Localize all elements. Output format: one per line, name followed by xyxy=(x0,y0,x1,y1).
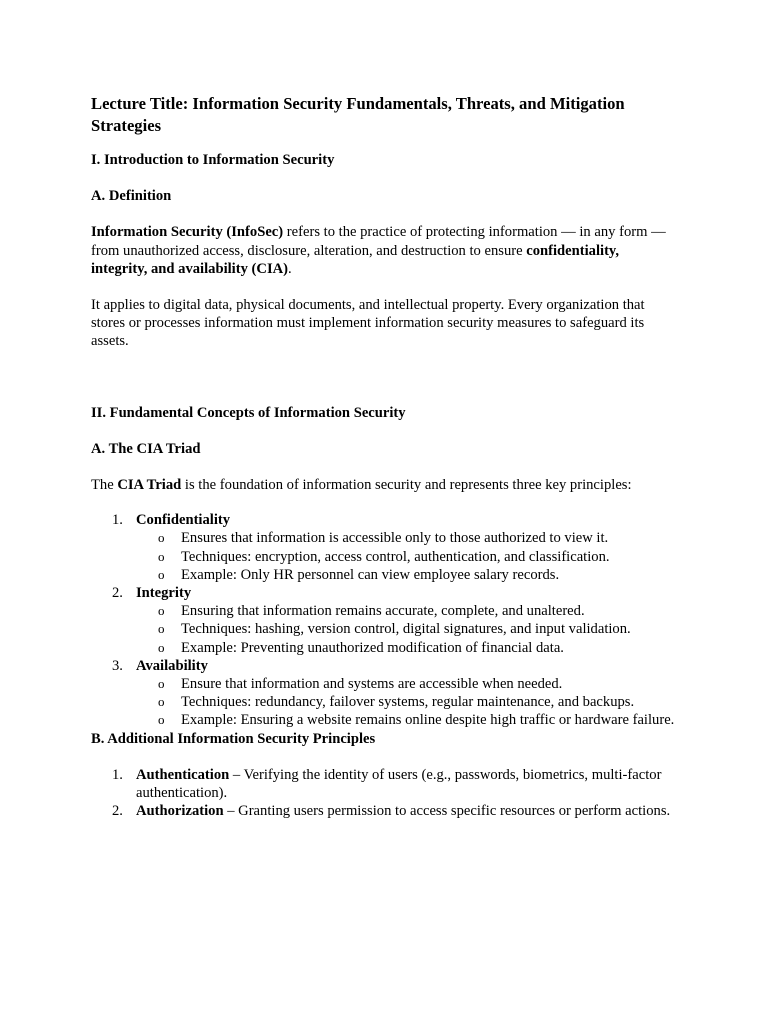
sub-bullet-item xyxy=(136,620,677,638)
cia-triad-term: CIA Triad xyxy=(117,477,182,494)
scope-paragraph: It applies to digital data, physical documents, and intellectual property. Every organization that stores or processes information must implement information security measures to safeguard its assets. xyxy=(91,297,645,350)
sub-bullet-item xyxy=(136,675,677,693)
item-number: 1. xyxy=(112,766,123,783)
sub-bullet-item xyxy=(136,639,677,657)
bullet-text: Ensures that information is accessible only to those authorized to view it. xyxy=(181,530,609,547)
cia-intro-pre: The xyxy=(91,477,118,494)
bullet-icon: o xyxy=(158,694,165,710)
sub-bullet-item xyxy=(136,548,677,566)
bullet-text: Techniques: hashing, version control, digital signatures, and input validation. xyxy=(181,621,631,638)
sub-bullet-item xyxy=(136,693,677,711)
bullet-text: Example: Only HR personnel can view employee salary records. xyxy=(181,566,560,583)
additional-principles-heading: B. Additional Information Security Principles xyxy=(91,730,376,747)
bullet-text: Techniques: encryption, access control, authentication, and classification. xyxy=(181,548,610,565)
additional-principles-list xyxy=(91,766,677,821)
principle-text: – Verifying the identity of users (e.g., passwords, biometrics, multi-factor authentication). xyxy=(136,766,662,802)
definition-heading: A. Definition xyxy=(91,188,172,205)
definition-paragraph xyxy=(91,223,677,278)
item-number: 2. xyxy=(112,803,123,820)
list-item-availability xyxy=(91,657,677,730)
list-item-confidentiality xyxy=(91,511,677,584)
bullet-text: Techniques: redundancy, failover systems, regular maintenance, and backups. xyxy=(181,694,635,711)
principle-label: Availability xyxy=(136,657,208,674)
infosec-term: Information Security (InfoSec) xyxy=(91,224,284,241)
bullet-icon: o xyxy=(158,530,165,546)
bullet-icon: o xyxy=(158,548,165,564)
section-1-heading: I. Introduction to Information Security xyxy=(91,152,335,168)
cia-term: confidentiality, integrity, and availability (CIA) xyxy=(91,242,620,277)
bullet-text: Ensure that information and systems are accessible when needed. xyxy=(181,676,563,693)
list-item-authorization xyxy=(91,802,677,820)
sub-bullet-list xyxy=(136,602,677,657)
bullet-icon: o xyxy=(158,712,165,728)
bullet-icon: o xyxy=(158,621,165,637)
bullet-icon: o xyxy=(158,603,165,619)
bullet-icon: o xyxy=(158,566,165,582)
sub-bullet-item xyxy=(136,566,677,584)
principle-label: Authentication xyxy=(136,766,230,783)
document-page xyxy=(91,93,677,820)
item-number: 2. xyxy=(112,585,123,602)
definition-period: . xyxy=(288,260,292,277)
cia-principles-list xyxy=(91,511,677,729)
list-item-authentication xyxy=(91,766,677,802)
lecture-title: Lecture Title: Information Security Fundamentals, Threats, and Mitigation Strategies xyxy=(91,94,625,135)
definition-text: refers to the practice of protecting information — in any form — from unauthorized access, disclosure, alteration, and destruction to ensure xyxy=(91,224,666,259)
bullet-icon: o xyxy=(158,676,165,692)
item-number: 3. xyxy=(112,657,123,674)
sub-bullet-item xyxy=(136,602,677,620)
section-2-heading: II. Fundamental Concepts of Information Security xyxy=(91,404,406,421)
bullet-text: Example: Ensuring a website remains online despite high traffic or hardware failure. xyxy=(181,712,675,729)
bullet-text: Example: Preventing unauthorized modification of financial data. xyxy=(181,639,564,656)
sub-bullet-list xyxy=(136,529,677,584)
bullet-icon: o xyxy=(158,639,165,655)
principle-label: Confidentiality xyxy=(136,512,231,529)
cia-triad-heading: A. The CIA Triad xyxy=(91,440,201,457)
sub-bullet-item xyxy=(136,711,677,729)
principle-text: – Granting users permission to access specific resources or perform actions. xyxy=(223,803,671,820)
cia-intro-post: is the foundation of information security and represents three key principles: xyxy=(181,477,632,494)
list-item-integrity xyxy=(91,584,677,657)
principle-label: Authorization xyxy=(136,803,224,820)
cia-intro-paragraph xyxy=(91,476,677,494)
principle-label: Integrity xyxy=(136,585,192,602)
bullet-text: Ensuring that information remains accurate, complete, and unaltered. xyxy=(181,603,585,620)
item-number: 1. xyxy=(112,512,123,529)
sub-bullet-list xyxy=(136,675,677,730)
sub-bullet-item xyxy=(136,529,677,547)
